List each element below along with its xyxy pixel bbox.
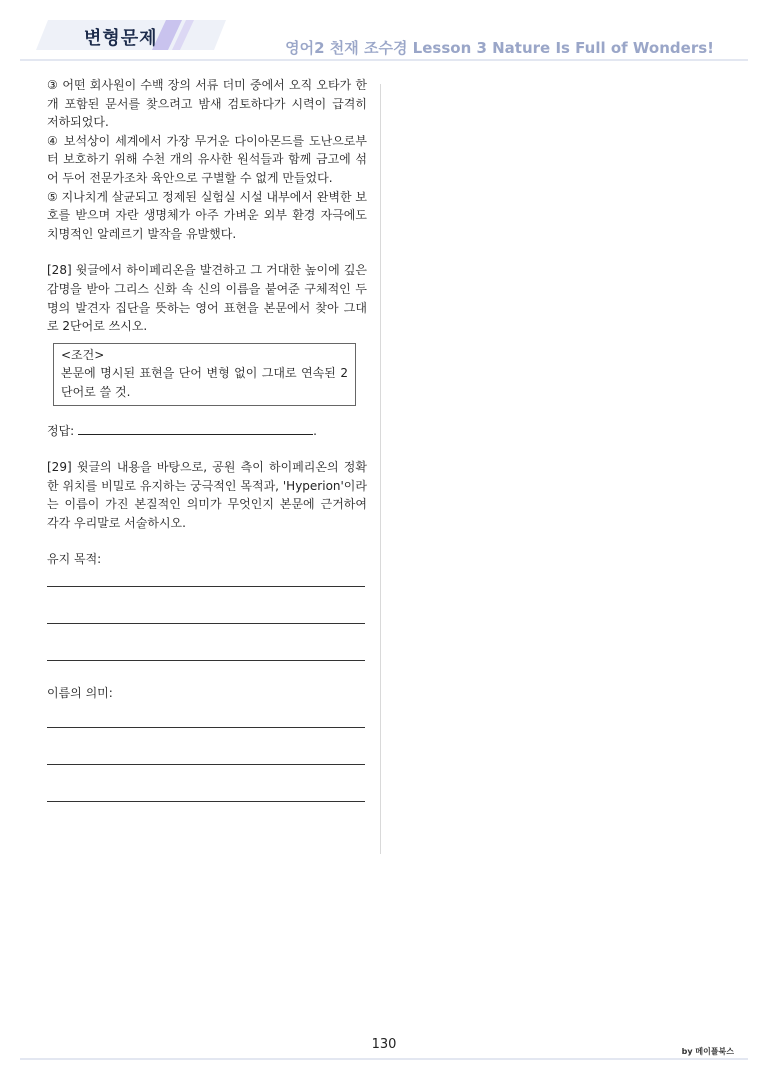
answer-row <box>47 422 367 441</box>
meaning-answer-line[interactable] <box>47 801 365 802</box>
question-28: [28] 윗글에서 하이페리온을 발견하고 그 거대한 높이에 깊은 감명을 받아 그리스 신화 속 신의 이름을 붙여준 구체적인 두 명의 발견자 집단을 뜻하는 영어 표현을 본문에서 찾아 그대로 2단어로 쓰시오. <box>47 263 367 334</box>
option-4: ④ 보석상이 세계에서 가장 무거운 다이아몬드를 도난으로부터 보호하기 위해 수천 개의 유사한 원석들과 함께 금고에 섞어 두어 전문가조차 육안으로 구별할 수 없게 만들었다. <box>47 133 367 185</box>
answer-blank[interactable] <box>78 422 313 435</box>
header-title: 영어2 천재 조수경 Lesson 3 Nature Is Full of Wonders! <box>285 39 714 57</box>
answer-label: 정답: <box>47 423 75 438</box>
footer-brand: by 메이플북스 <box>681 1047 734 1056</box>
condition-title: <조건> <box>61 347 105 362</box>
header-divider <box>20 59 748 61</box>
left-column <box>47 76 367 802</box>
option-3: ③ 어떤 회사원이 수백 장의 서류 더미 중에서 오직 오타가 한 개 포함된 문서를 찾으려고 밤새 검토하다가 시력이 급격히 저하되었다. <box>47 78 367 130</box>
answer-end: . <box>313 423 317 438</box>
condition-text: 본문에 명시된 표현을 단어 변형 없이 그대로 연속된 2단어로 쓸 것. <box>61 366 348 399</box>
option-5: ⑤ 지나치게 살균되고 정제된 실험실 시설 내부에서 완벽한 보호를 받으며 자란 생명체가 아주 가벼운 외부 환경 자극에도 치명적인 알레르기 발작을 유발했다. <box>47 189 367 241</box>
page-number: 130 <box>371 1037 397 1052</box>
footer-divider <box>20 1058 748 1060</box>
header-label: 변형문제 <box>84 28 158 49</box>
condition-box <box>53 343 356 406</box>
column-divider <box>380 84 381 854</box>
purpose-label: 유지 목적: <box>47 552 102 567</box>
question-29: [29] 윗글의 내용을 바탕으로, 공원 측이 하이페리온의 정확한 위치를 비밀로 유지하는 궁극적인 목적과, 'Hyperion'이라는 이름이 가진 본질적인 의미가 무엇인지 본문에 근거하여 각각 우리말로 서술하시오. <box>47 460 367 530</box>
meaning-label: 이름의 의미: <box>47 686 113 701</box>
